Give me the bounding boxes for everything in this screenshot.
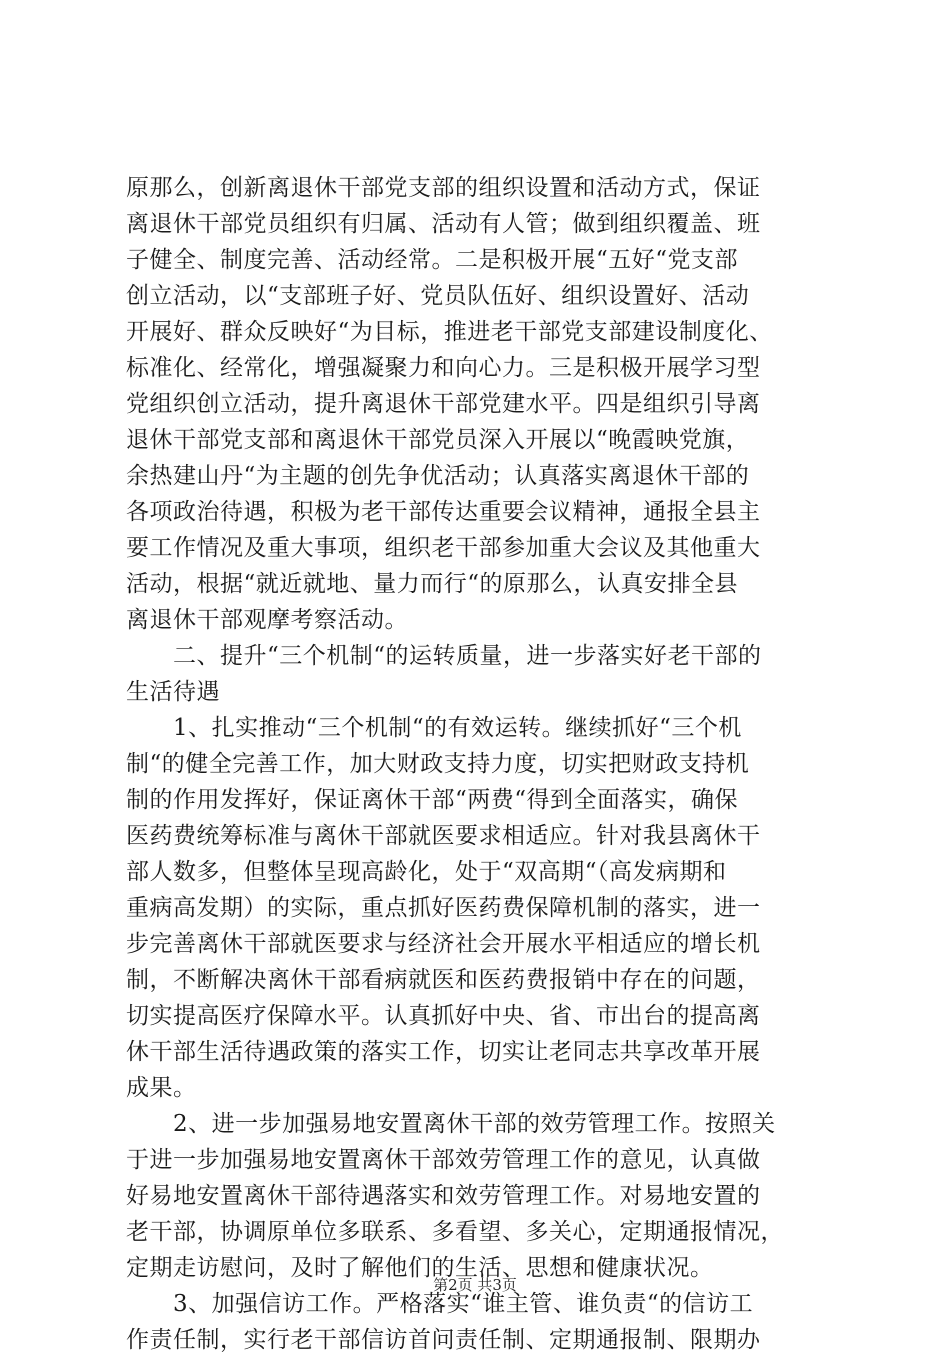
text-line: 3、加强信访工作。严格落实“谁主管、谁负责“的信访工 (126, 1291, 754, 1317)
text-line: 部人数多，但整体呈现高龄化，处于“双高期“（高发病期和 (126, 859, 727, 885)
section-heading: 二、提升“三个机制“的运转质量，进一步落实好老干部的 (126, 643, 762, 669)
text-line: 离退休干部党员组织有归属、活动有人管；做到组织覆盖、班 (126, 211, 761, 237)
body-text (126, 170, 826, 1358)
text-line: 定期走访慰问，及时了解他们的生活、思想和健康状况。 (126, 1255, 714, 1281)
page-number-footer: 第2页 共3页 (433, 1276, 517, 1294)
text-line: 1、扎实推动“三个机制“的有效运转。继续抓好“三个机 (126, 715, 742, 741)
text-line: 离退休干部观摩考察活动。 (126, 607, 408, 633)
text-line: 活动，根据“就近就地、量力而行“的原那么，认真安排全县 (126, 571, 739, 597)
text-line: 老干部，协调原单位多联系、多看望、多关心，定期通报情况， (126, 1219, 784, 1245)
text-line: 子健全、制度完善、活动经常。二是积极开展“五好“党支部 (126, 247, 739, 273)
text-line: 制，不断解决离休干部看病就医和医药费报销中存在的问题， (126, 967, 761, 993)
text-line: 成果。 (126, 1075, 197, 1101)
text-line: 制“的健全完善工作，加大财政支持力度，切实把财政支持机 (126, 751, 750, 777)
text-line: 党组织创立活动，提升离退休干部党建水平。四是组织引导离 (126, 391, 761, 417)
section-heading: 生活待遇 (126, 679, 220, 705)
text-line: 标准化、经常化，增强凝聚力和向心力。三是积极开展学习型 (126, 355, 761, 381)
text-line: 原那么，创新离退休干部党支部的组织设置和活动方式，保证 (126, 175, 761, 201)
text-line: 于进一步加强易地安置离休干部效劳管理工作的意见，认真做 (126, 1147, 761, 1173)
text-line: 退休干部党支部和离退休干部党员深入开展以“晚霞映党旗， (126, 427, 750, 453)
text-line: 作责任制，实行老干部信访首问责任制、定期通报制、限期办 (126, 1327, 761, 1353)
text-line: 2、进一步加强易地安置离休干部的效劳管理工作。按照关 (126, 1111, 776, 1137)
text-line: 医药费统筹标准与离休干部就医要求相适应。针对我县离休干 (126, 823, 761, 849)
text-line: 好易地安置离休干部待遇落实和效劳管理工作。对易地安置的 (126, 1183, 761, 1209)
text-line: 步完善离休干部就医要求与经济社会开展水平相适应的增长机 (126, 931, 761, 957)
text-line: 创立活动，以“支部班子好、党员队伍好、组织设置好、活动 (126, 283, 750, 309)
text-line: 休干部生活待遇政策的落实工作，切实让老同志共享改革开展 (126, 1039, 761, 1065)
text-line: 制的作用发挥好，保证离休干部“两费“得到全面落实，确保 (126, 787, 739, 813)
text-line: 重病高发期）的实际，重点抓好医药费保障机制的落实，进一 (126, 895, 761, 921)
text-line: 要工作情况及重大事项，组织老干部参加重大会议及其他重大 (126, 535, 761, 561)
text-line: 各项政治待遇，积极为老干部传达重要会议精神，通报全县主 (126, 499, 761, 525)
text-line: 切实提高医疗保障水平。认真抓好中央、省、市出台的提高离 (126, 1003, 761, 1029)
text-line: 开展好、群众反映好“为目标，推进老干部党支部建设制度化、 (126, 319, 773, 345)
text-line: 余热建山丹“为主题的创先争优活动；认真落实离退休干部的 (126, 463, 750, 489)
